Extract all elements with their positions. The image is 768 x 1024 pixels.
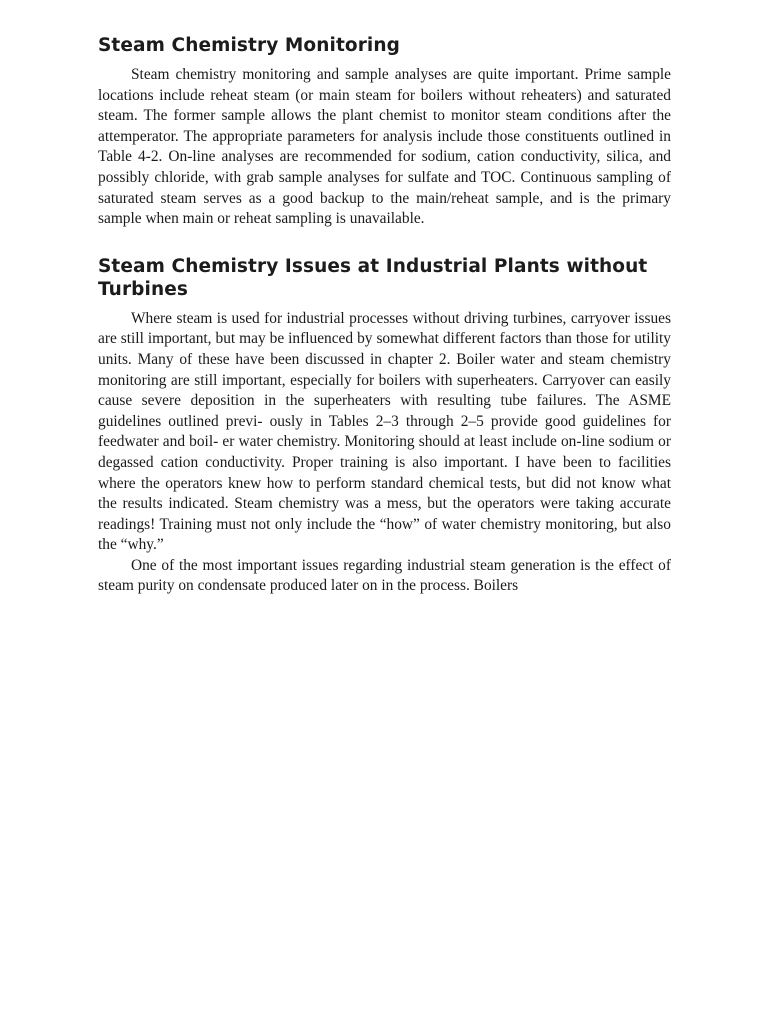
section-industrial-plants-without-turbines — [98, 255, 671, 597]
document-page — [98, 34, 671, 597]
section-heading: Steam Chemistry Monitoring — [98, 35, 400, 56]
section-heading: Steam Chemistry Issues at Industrial Plants without Turbines — [98, 255, 648, 300]
section-steam-chemistry-monitoring — [98, 34, 671, 230]
body-paragraph: Steam chemistry monitoring and sample analyses are quite important. Prime sample locations include reheat steam (or main steam for boilers without reheaters) and saturated steam. The former sample allows the plant chemist to monitor steam conditions after the attemperator. The appropriate parameters for analysis include those constituents outlined in Table 4-2. On-line analyses are recommended for sodium, cation conductivity, silica, and possibly chloride, with grab sample analyses for sulfate and TOC. Continuous sampling of saturated steam serves as a good backup to the main/reheat sample, and is the primary sample when main or reheat sampling is unavailable. — [98, 66, 671, 228]
body-paragraph: One of the most important issues regarding industrial steam generation is the effect of steam purity on condensate produced later on in the process. Boilers — [98, 556, 671, 595]
body-paragraph: Where steam is used for industrial processes without driving turbines, carryover issues are still important, but may be influenced by somewhat different factors than those for utility units. Many of these have been discussed in chapter 2. Boiler water and steam chemistry monitoring are still important, especially for boilers with superheaters. Carryover can easily cause severe deposition in the superheaters with resulting tube failures. The ASME guidelines outlined previ- ously in Tables 2–3 through 2–5 provide good guidelines for feedwater and boil- er water chemistry. Monitoring should at least include on-line sodium or degassed cation conductivity. Proper training is also important. I have been to facilities where the operators knew how to perform standard chemical tests, but did not know what the results indicated. Steam chemistry was a mess, but the operators were taking accurate readings! Training must not only include the “how” of water chemistry monitoring, but also the “why.” — [98, 309, 671, 554]
